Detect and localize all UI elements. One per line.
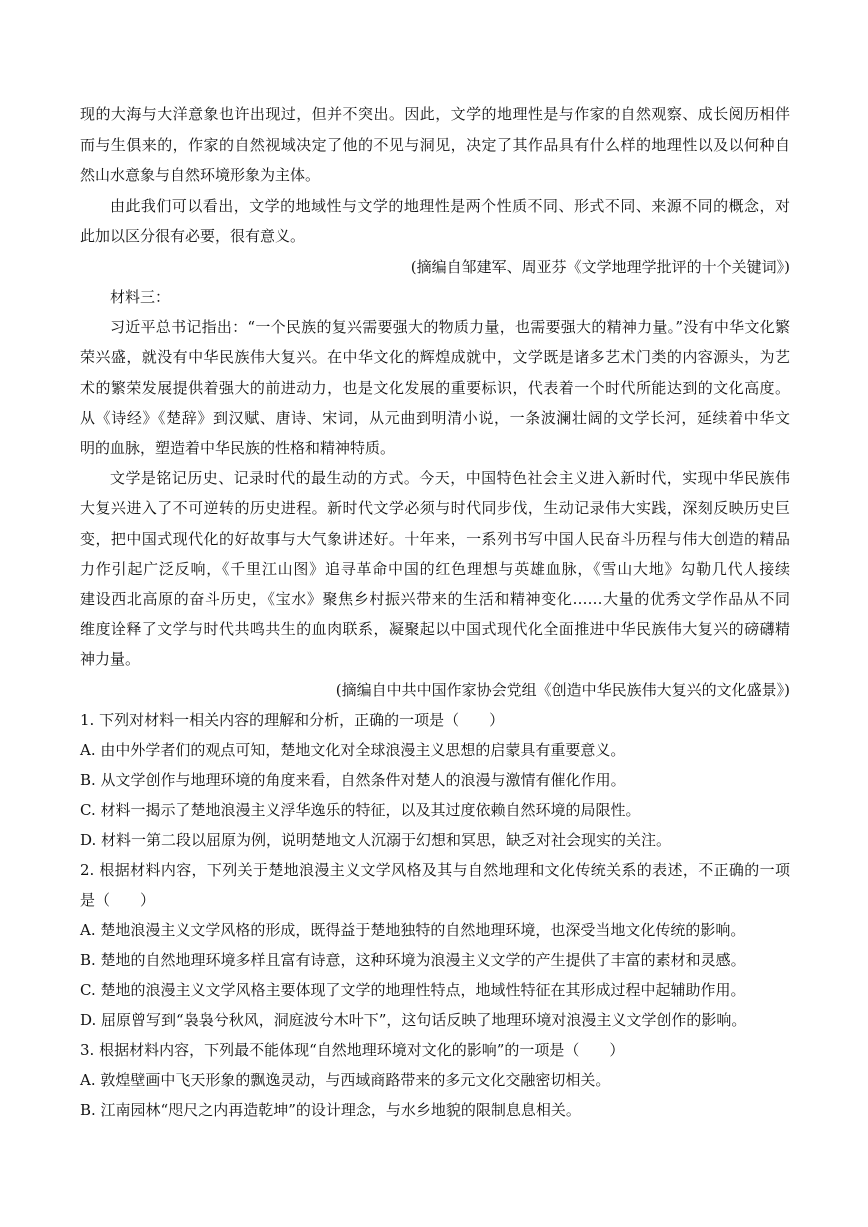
text-line: D. 材料一第二段以屈原为例，说明楚地文人沉溺于幻想和冥思，缺乏对社会现实的关注。 (80, 831, 672, 849)
text-line: A. 楚地浪漫主义文学风格的形成，既得益于楚地独特的自然地理环境，也深受当地文化传统的影响。 (80, 921, 746, 939)
text-line: 荣兴盛，就没有中华民族伟大复兴。在中华文化的辉煌成就中，文学既是诸多艺术门类的内容源头，为艺 (80, 348, 790, 366)
text-line: B. 从文学创作与地理环境的角度来看，自然条件对楚人的浪漫与激情有催化作用。 (80, 771, 626, 789)
text-line: C. 楚地的浪漫主义文学风格主要体现了文学的地理性特点，地域性特征在其形成过程中起辅助作用。 (80, 981, 746, 999)
text-line: 1. 下列对材料一相关内容的理解和分析，正确的一项是（ ） (80, 711, 505, 729)
text-line: A. 由中外学者们的观点可知，楚地文化对全球浪漫主义思想的启蒙具有重要意义。 (80, 741, 626, 759)
text-line: A. 敦煌壁画中飞天形象的飘逸灵动，与西域商路带来的多元文化交融密切相关。 (80, 1071, 611, 1089)
text-line: 从《诗经》《楚辞》到汉赋、唐诗、宋词，从元曲到明清小说，一条波澜壮阔的文学长河，延续着中华文 (80, 409, 790, 427)
text-line: 材料三： (110, 288, 171, 306)
text-line: 变，把中国式现代化的好故事与大气象讲述好。十年来，一系列书写中国人民奋斗历程与伟大创造的精品 (80, 530, 790, 548)
text-line: 是（ ） (80, 891, 156, 909)
text-line: 大复兴进入了不可逆转的历史进程。新时代文学必须与时代同步伐，生动记录伟大实践，深刻反映历史巨 (80, 499, 790, 517)
text-line: 神力量。 (80, 650, 141, 668)
text-line: 而与生俱来的，作家的自然视域决定了他的不见与洞见，决定了其作品具有什么样的地理性以及以何种自 (80, 136, 790, 154)
text-line: (摘编自中共中国作家协会党组《创造中华民族伟大复兴的文化盛景》) (335, 681, 790, 699)
text-line: C. 材料一揭示了楚地浪漫主义浮华逸乐的特征，以及其过度依赖自然环境的局限性。 (80, 801, 641, 819)
text-line: B. 楚地的自然地理环境多样且富有诗意，这种环境为浪漫主义文学的产生提供了丰富的素材和灵感。 (80, 951, 746, 969)
text-line: 维度诠释了文学与时代共鸣共生的血肉联系，凝聚起以中国式现代化全面推进中华民族伟大复兴的磅礴精 (80, 620, 790, 638)
text-line: B. 江南园林“咫尺之内再造乾坤”的设计理念，与水乡地貌的限制息息相关。 (80, 1101, 581, 1119)
text-line: 术的繁荣发展提供着强大的前进动力，也是文化发展的重要标识，代表着一个时代所能达到的文化高度。 (80, 379, 790, 397)
text-line: 2. 根据材料内容，下列关于楚地浪漫主义文学风格及其与自然地理和文化传统关系的表述，不正确的一项 (80, 861, 790, 879)
text-line: 3. 根据材料内容，下列最不能体现“自然地理环境对文化的影响”的一项是（ ） (80, 1041, 625, 1059)
text-line: 然山水意象与自然环境形象为主体。 (80, 166, 321, 184)
text-line: 建设西北高原的奋斗历史，《宝水》聚焦乡村振兴带来的生活和精神变化……大量的优秀文学作品从不同 (80, 590, 790, 608)
text-line: 由此我们可以看出，文学的地域性与文学的地理性是两个性质不同、形式不同、来源不同的概念，对 (110, 197, 790, 215)
text-line: D. 屈原曾写到“袅袅兮秋风，洞庭波兮木叶下”，这句话反映了地理环境对浪漫主义文学创作的影响。 (80, 1011, 747, 1029)
text-line: (摘编自邹建军、周亚芬《文学地理学批评的十个关键词》) (410, 258, 790, 276)
text-line: 习近平总书记指出：“一个民族的复兴需要强大的物质力量，也需要强大的精神力量。”没有中华文化繁 (110, 318, 790, 336)
text-line: 文学是铭记历史、记录时代的最生动的方式。今天，中国特色社会主义进入新时代，实现中华民族伟 (110, 469, 790, 487)
text-line: 现的大海与大洋意象也许出现过，但并不突出。因此，文学的地理性是与作家的自然观察、成长阅历相伴 (80, 105, 790, 123)
text-line: 明的血脉，塑造着中华民族的性格和精神特质。 (80, 439, 396, 457)
text-line: 此加以区分很有必要，很有意义。 (80, 227, 306, 245)
text-line: 力作引起广泛反响，《千里江山图》追寻革命中国的红色理想与英雄血脉，《雪山大地》勾勒几代人接续 (80, 560, 790, 578)
